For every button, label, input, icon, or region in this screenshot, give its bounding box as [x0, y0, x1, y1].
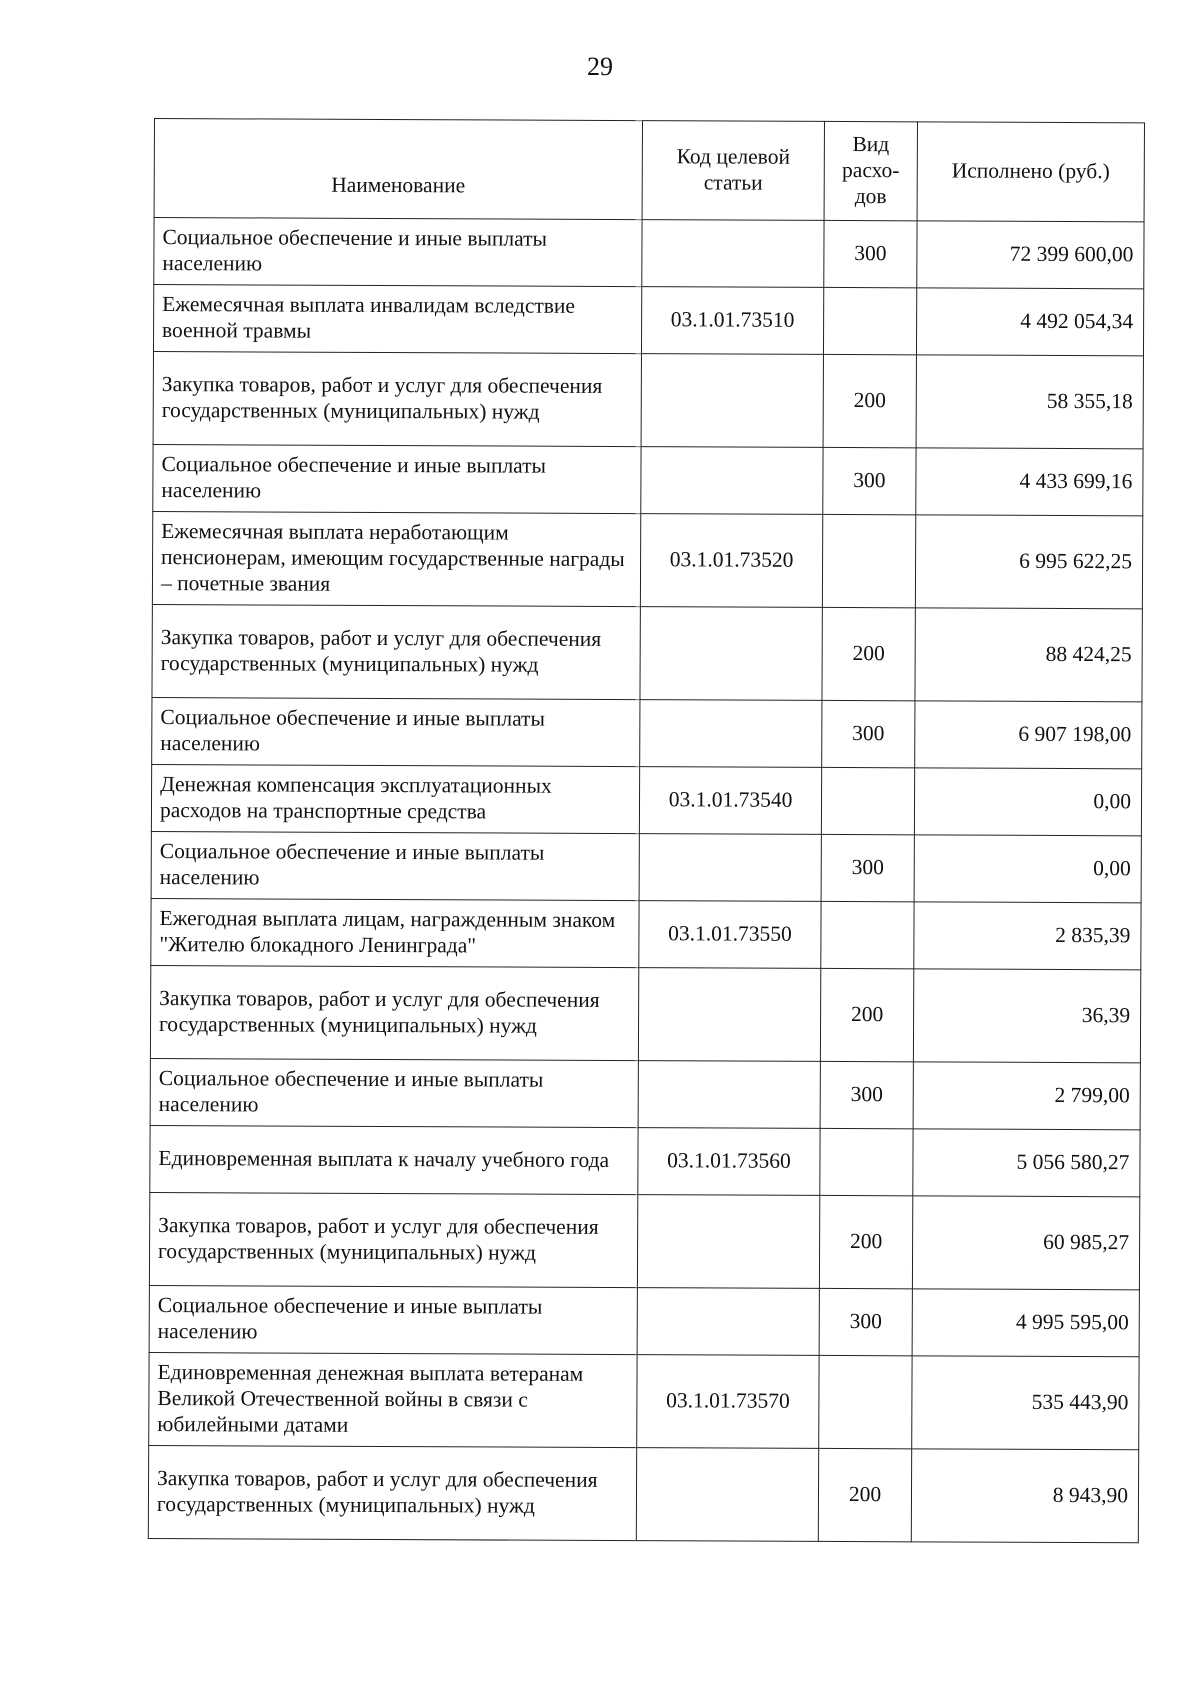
table-row: [151, 898, 1141, 969]
row-kind-cell: [821, 901, 914, 968]
row-code-cell: 03.1.01.73520: [640, 514, 822, 608]
row-sum-cell: 60 985,27: [912, 1196, 1139, 1290]
row-sum-cell: 4 433 699,16: [916, 448, 1143, 516]
row-sum-cell: 0,00: [914, 835, 1141, 903]
row-sum-cell: 4 492 054,34: [916, 288, 1143, 356]
row-code-cell: [640, 700, 822, 768]
header-code: Код целевой статьи: [642, 121, 824, 221]
table-row: [149, 1192, 1139, 1289]
table-row: [148, 1445, 1138, 1542]
row-name-cell: Социальное обеспечение и иные выплаты населению: [151, 831, 639, 900]
row-kind-cell: 300: [819, 1288, 912, 1355]
row-sum-cell: 72 399 600,00: [917, 221, 1144, 289]
table-row: [150, 965, 1140, 1062]
table-row: [149, 1285, 1139, 1356]
table-body: [148, 218, 1144, 1543]
row-name-cell: Социальное обеспечение и иные выплаты населению: [153, 444, 641, 513]
row-name-cell: Ежегодная выплата лицам, награжденным знаком "Жителю блокадного Ленинграда": [151, 898, 639, 967]
row-sum-cell: 8 943,90: [911, 1449, 1138, 1543]
row-code-cell: [637, 1195, 819, 1289]
row-kind-cell: [821, 767, 914, 834]
row-code-cell: [639, 834, 821, 902]
row-sum-cell: 6 907 198,00: [915, 701, 1142, 769]
expenditure-table-container: [148, 118, 1144, 1543]
header-sum: Исполнено (руб.): [917, 122, 1144, 222]
row-kind-cell: 200: [820, 968, 913, 1061]
row-code-cell: 03.1.01.73570: [637, 1355, 819, 1449]
row-kind-cell: 200: [819, 1195, 912, 1288]
row-name-cell: Денежная компенсация эксплуатационных расходов на транспортные средства: [151, 764, 639, 833]
row-code-cell: 03.1.01.73540: [639, 767, 821, 835]
row-sum-cell: 6 995 622,25: [915, 515, 1142, 609]
row-sum-cell: 2 799,00: [913, 1062, 1140, 1130]
row-name-cell: Социальное обеспечение и иные выплаты населению: [154, 218, 642, 287]
table-row: [153, 351, 1143, 448]
row-name-cell: Закупка товаров, работ и услуг для обеспечения государственных (муниципальных) нужд: [153, 351, 641, 446]
row-name-cell: Ежемесячная выплата инвалидам вследствие военной травмы: [153, 285, 641, 354]
row-name-cell: Закупка товаров, работ и услуг для обеспечения государственных (муниципальных) нужд: [150, 965, 638, 1060]
row-kind-cell: 300: [824, 220, 917, 287]
row-kind-cell: 300: [822, 700, 915, 767]
row-code-cell: [642, 220, 824, 288]
row-sum-cell: 88 424,25: [915, 608, 1142, 702]
row-sum-cell: 36,39: [913, 969, 1140, 1063]
row-code-cell: [641, 447, 823, 515]
row-code-cell: 03.1.01.73510: [641, 287, 823, 355]
row-code-cell: [637, 1288, 819, 1356]
table-row: [154, 218, 1144, 289]
table-row: [153, 285, 1143, 356]
row-name-cell: Единовременная выплата к началу учебного года: [150, 1125, 638, 1194]
table-row: [152, 697, 1142, 768]
row-kind-cell: 300: [821, 834, 914, 901]
row-kind-cell: [822, 514, 915, 607]
row-code-cell: [641, 354, 823, 448]
row-kind-cell: [819, 1355, 912, 1448]
row-kind-cell: 200: [822, 607, 915, 700]
row-sum-cell: 2 835,39: [914, 902, 1141, 970]
header-name: Наименование: [154, 119, 642, 220]
row-sum-cell: 5 056 580,27: [913, 1129, 1140, 1197]
row-kind-cell: [820, 1128, 913, 1195]
table-row: [149, 1352, 1139, 1449]
row-name-cell: Закупка товаров, работ и услуг для обеспечения государственных (муниципальных) нужд: [148, 1445, 636, 1540]
row-code-cell: 03.1.01.73550: [639, 901, 821, 969]
table-row: [150, 1125, 1140, 1196]
table-row: [153, 444, 1143, 515]
header-kind: Вид расхо-дов: [824, 121, 917, 220]
page-number: 29: [587, 52, 613, 81]
table-row: [152, 511, 1142, 608]
table-row: [150, 1058, 1140, 1129]
row-kind-cell: [823, 287, 916, 354]
table-row: [151, 764, 1141, 835]
row-code-cell: [638, 1061, 820, 1129]
row-name-cell: Социальное обеспечение и иные выплаты населению: [149, 1285, 637, 1354]
row-sum-cell: 0,00: [914, 768, 1141, 836]
row-name-cell: Закупка товаров, работ и услуг для обеспечения государственных (муниципальных) нужд: [149, 1192, 637, 1287]
row-name-cell: Социальное обеспечение и иные выплаты населению: [152, 697, 640, 766]
row-code-cell: 03.1.01.73560: [638, 1128, 820, 1196]
table-header-row: [154, 119, 1144, 222]
row-kind-cell: 300: [823, 447, 916, 514]
row-name-cell: Закупка товаров, работ и услуг для обеспечения государственных (муниципальных) нужд: [152, 604, 640, 699]
row-kind-cell: 200: [818, 1448, 911, 1541]
row-sum-cell: 4 995 595,00: [912, 1289, 1139, 1357]
row-name-cell: Ежемесячная выплата неработающим пенсионерам, имеющим государственные награды – почетные звания: [152, 511, 640, 606]
row-sum-cell: 58 355,18: [916, 355, 1143, 449]
row-code-cell: [638, 968, 820, 1062]
table-row: [151, 831, 1141, 902]
row-code-cell: [640, 607, 822, 701]
table-row: [152, 604, 1142, 701]
row-name-cell: Единовременная денежная выплата ветеранам Великой Отечественной войны в связи с юбилейными датами: [149, 1352, 637, 1447]
row-kind-cell: 300: [820, 1061, 913, 1128]
row-kind-cell: 200: [823, 354, 916, 447]
expenditure-table: [148, 118, 1145, 1543]
row-sum-cell: 535 443,90: [912, 1356, 1139, 1450]
row-name-cell: Социальное обеспечение и иные выплаты населению: [150, 1058, 638, 1127]
row-code-cell: [636, 1448, 818, 1542]
